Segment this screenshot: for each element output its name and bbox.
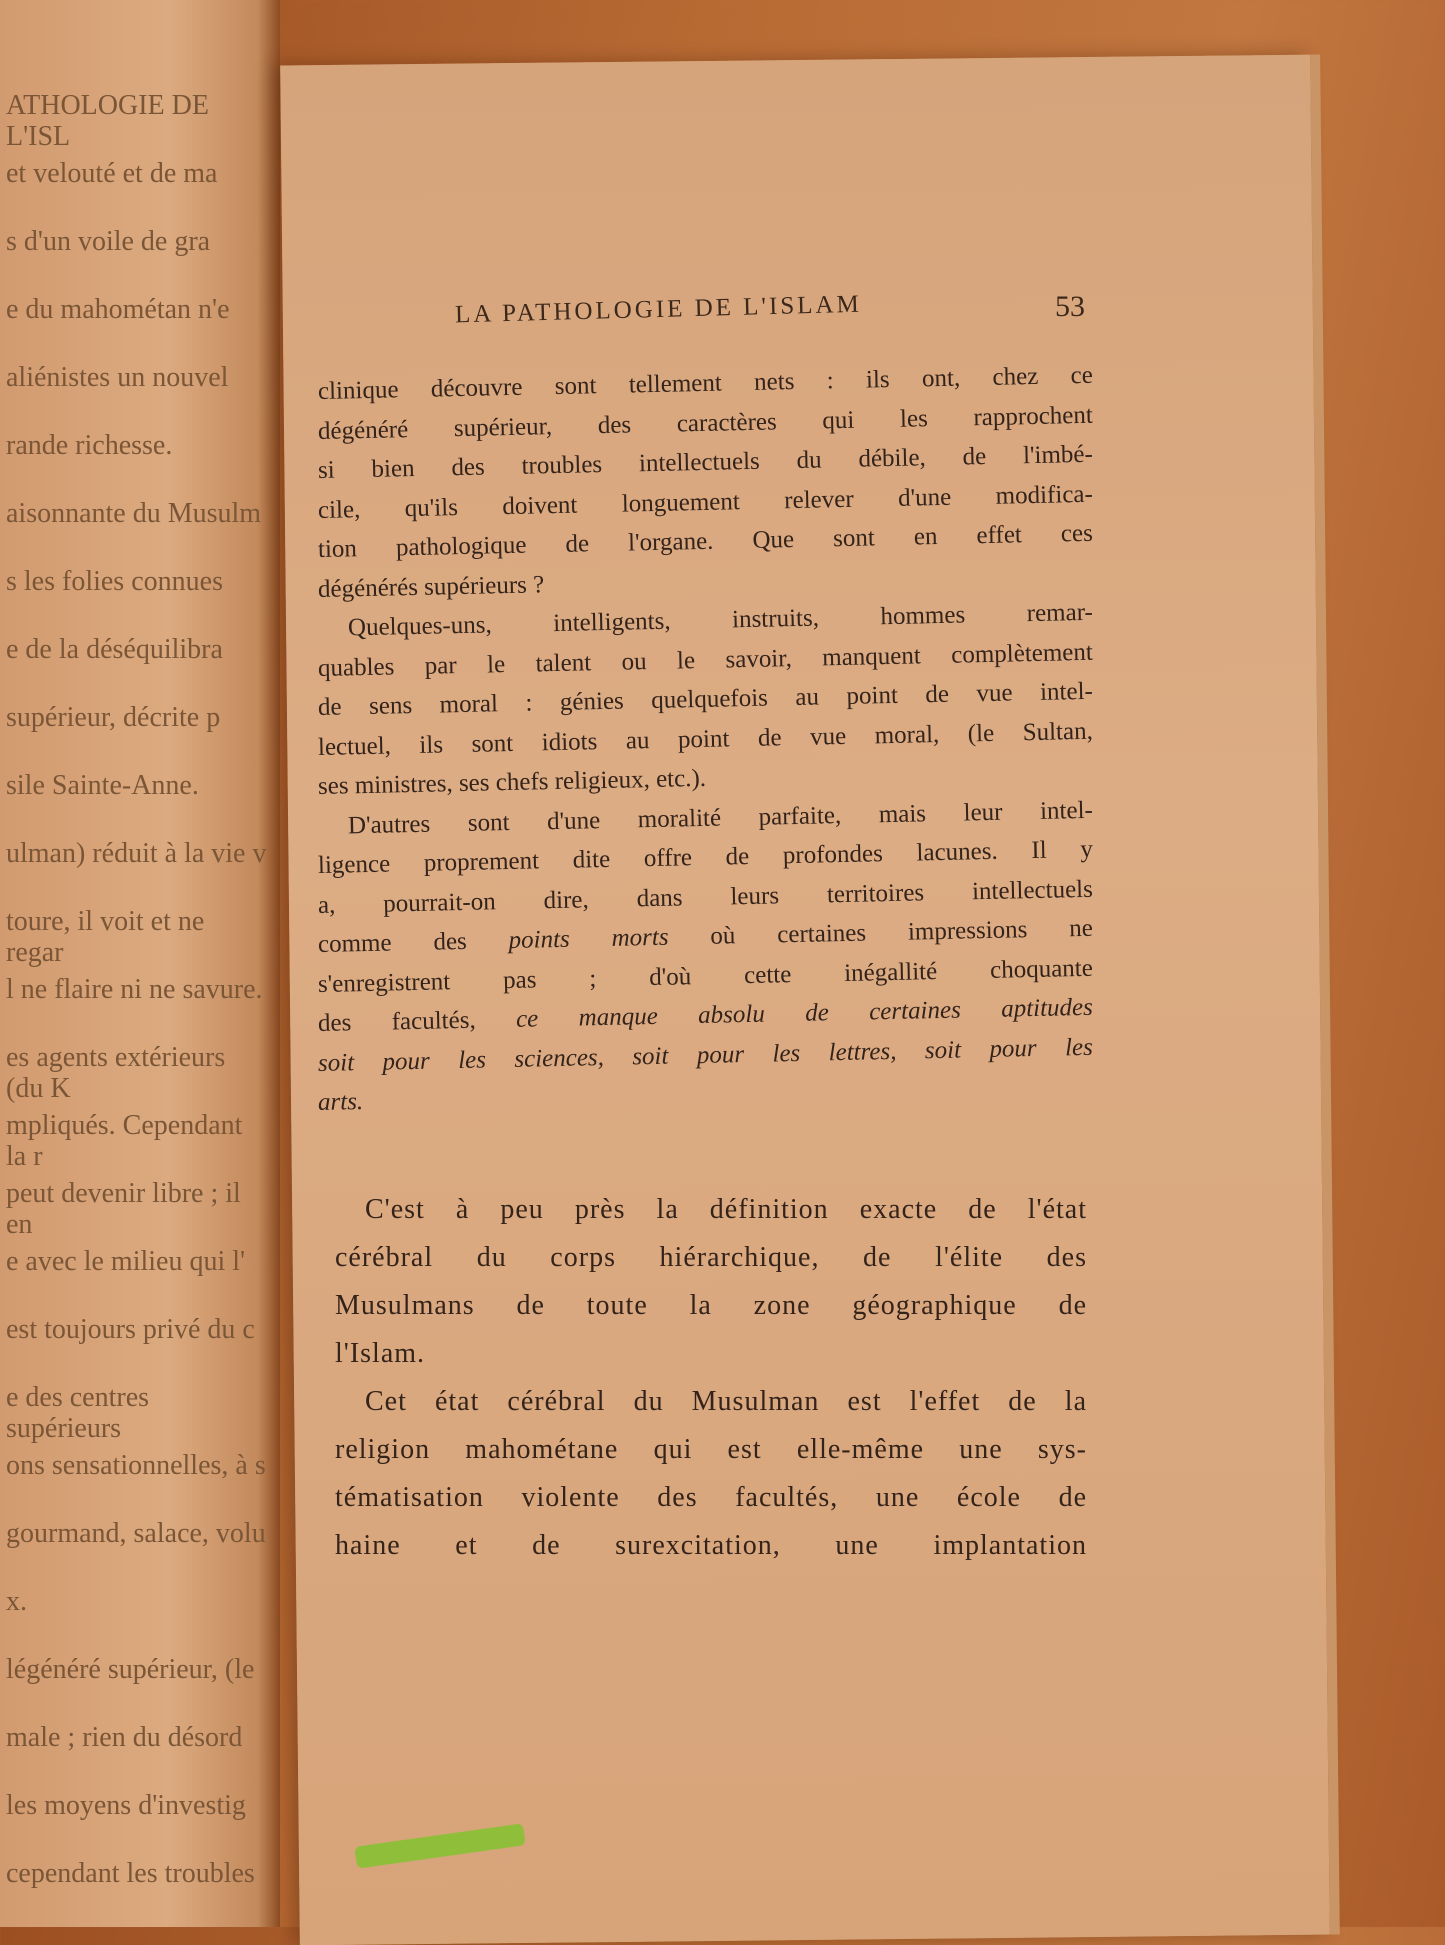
- facing-page-line: s les folies connues: [6, 566, 223, 597]
- text-span: dégénéré supérieur, des caractères qui les rapprochent: [317, 401, 1094, 445]
- text-span: comme des: [317, 927, 509, 958]
- text-span: l'Islam.: [335, 1338, 426, 1369]
- text-span: quables par le talent ou le savoir, manquent complètement: [317, 638, 1094, 682]
- facing-page-line: e du mahométan n'e: [6, 294, 230, 325]
- italic-text: soit pour les sciences, soit pour les lettres, soit pour les: [317, 1033, 1094, 1077]
- facing-page-line: rande richesse.: [6, 430, 173, 461]
- italic-text: points morts: [508, 923, 669, 955]
- text-span: ses ministres, ses chefs religieux, etc.).: [317, 764, 707, 800]
- facing-page-line: e avec le milieu qui l': [6, 1246, 246, 1277]
- facing-page-line: peut devenir libre ; il en: [6, 1178, 241, 1240]
- facing-page-line: sile Sainte-Anne.: [6, 770, 199, 801]
- text-line: [335, 1386, 1087, 1418]
- text-line: [335, 1338, 1087, 1370]
- italic-text: arts.: [317, 1088, 364, 1116]
- facing-page-line: cependant les troubles: [6, 1858, 255, 1889]
- text-line: [335, 1194, 1087, 1226]
- text-span: cile, qu'ils doivent longuement relever d'une modifica-: [317, 480, 1094, 524]
- text-span: des facultés,: [317, 1005, 517, 1037]
- facing-page-line: e des centres supérieurs: [6, 1382, 150, 1444]
- facing-page-line: es agents extérieurs (du K: [6, 1042, 226, 1104]
- text-span: de sens moral : génies quelquefois au point de vue intel-: [317, 677, 1094, 721]
- text-span: tion pathologique de l'organe. Que sont en effet ces: [317, 519, 1094, 563]
- text-span: où certaines impressions ne: [668, 914, 1094, 951]
- facing-page-line: x.: [6, 1586, 27, 1617]
- facing-page-line: les moyens d'investig: [6, 1790, 246, 1821]
- text-span: D'autres sont d'une moralité parfaite, mais leur intel-: [347, 796, 1094, 839]
- text-line: [335, 1434, 1087, 1466]
- text-span: dégénérés supérieurs ?: [317, 570, 545, 603]
- facing-page-line: aisonnante du Musulm: [6, 498, 262, 529]
- text-span: haine et de surexcitation, une implantation: [335, 1530, 1087, 1561]
- facing-page-line: supérieur, décrite p: [6, 702, 221, 733]
- text-span: lectuel, ils sont idiots au point de vue moral, (le Sultan,: [317, 717, 1094, 761]
- facing-page-line: l ne flaire ni ne savure.: [6, 974, 263, 1005]
- text-span: tématisation violente des facultés, une école de: [335, 1482, 1087, 1513]
- text-span: clinique découvre sont tellement nets : ils ont, chez ce: [317, 361, 1094, 405]
- facing-page-line: gourmand, salace, volu: [6, 1518, 266, 1549]
- facing-page-line: et velouté et de ma: [6, 158, 218, 189]
- facing-page-left: [0, 0, 280, 1927]
- running-head: LA PATHOLOGIE DE L'ISLAM: [454, 290, 863, 329]
- facing-page-line: légénéré supérieur, (le: [6, 1654, 255, 1685]
- text-span: ligence proprement dite offre de profondes lacunes. Il y: [317, 835, 1094, 879]
- italic-text: ce manque absolu de certaines aptitudes: [515, 993, 1094, 1033]
- text-span: s'enregistrent pas ; d'où cette inégallité choquante: [317, 954, 1094, 998]
- text-span: Cet état cérébral du Musulman est l'effet de la: [365, 1386, 1087, 1417]
- page-edge: [1310, 55, 1340, 1935]
- text-line: [335, 1242, 1087, 1274]
- text-span: Musulmans de toute la zone géographique de: [335, 1290, 1087, 1321]
- facing-page-line: ulman) réduit à la vie v: [6, 838, 267, 869]
- text-span: si bien des troubles intellectuels du débile, de l'imbé-: [317, 440, 1094, 484]
- text-span: C'est à peu près la définition exacte de l'état: [365, 1194, 1087, 1225]
- text-line: [335, 1482, 1087, 1514]
- page-number: 53: [1055, 290, 1085, 323]
- facing-page-line: mpliqués. Cependant la r: [6, 1110, 243, 1172]
- text-span: a, pourrait-on dire, dans leurs territoires intellectuels: [317, 875, 1094, 919]
- text-line: [335, 1530, 1087, 1562]
- facing-page-line: ons sensationnelles, à s: [6, 1450, 266, 1481]
- text-line: [335, 1290, 1087, 1322]
- text-span: religion mahométane qui est elle-même une sys-: [335, 1434, 1087, 1465]
- facing-page-line: male ; rien du désord: [6, 1722, 243, 1753]
- text-span: cérébral du corps hiérarchique, de l'élite des: [335, 1242, 1087, 1273]
- facing-page-line: toure, il voit et ne regar: [6, 906, 205, 968]
- facing-page-line: ATHOLOGIE DE L'ISL: [6, 90, 209, 152]
- facing-page-line: e de la déséquilibra: [6, 634, 223, 665]
- facing-page-line: s d'un voile de gra: [6, 226, 211, 257]
- text-span: Quelques-uns, intelligents, instruits, hommes remar-: [347, 598, 1094, 642]
- facing-page-line: est toujours privé du c: [6, 1314, 255, 1345]
- facing-page-line: aliénistes un nouvel: [6, 362, 229, 393]
